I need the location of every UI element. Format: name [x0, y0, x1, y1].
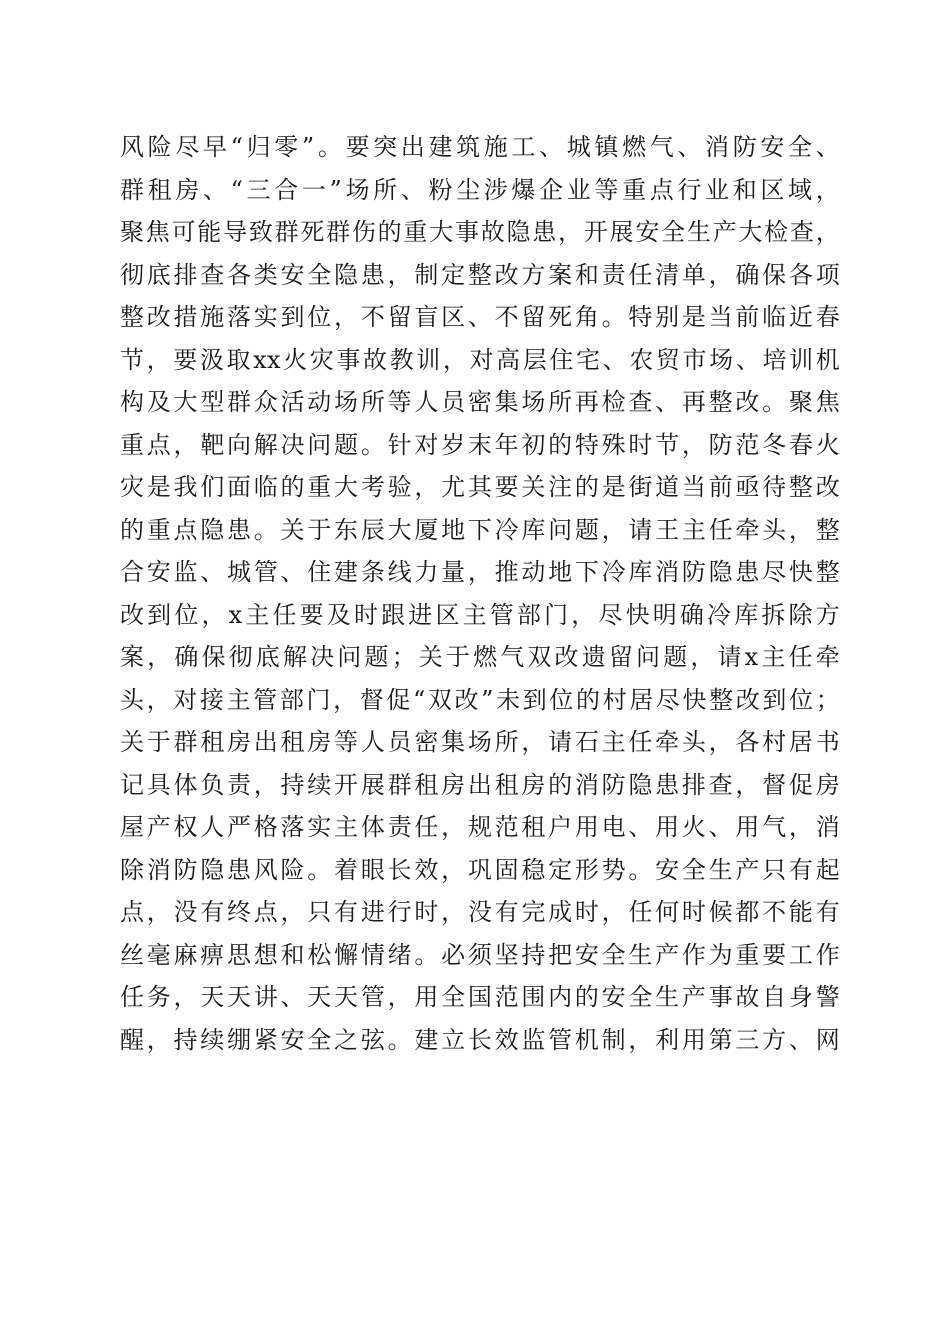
text-line: 除消防隐患风险。着眼长效，巩固稳定形势。安全生产只有起: [120, 855, 840, 884]
text-line: 彻底排查各类安全隐患，制定整改方案和责任清单，确保各项: [120, 260, 840, 289]
text-line: 的重点隐患。关于东辰大厦地下冷库问题，请王主任牵头，整: [120, 515, 840, 544]
text-line: 记具体负责，持续开展群租房出租房的消防隐患排查，督促房: [120, 770, 840, 799]
text-line: 醒，持续绷紧安全之弦。建立长效监管机制，利用第三方、网: [120, 1025, 840, 1054]
text-line: 关于群租房出租房等人员密集场所，请石主任牵头，各村居书: [120, 728, 840, 756]
text-line: 头，对接主管部门，督促“双改”未到位的村居尽快整改到位；: [120, 685, 840, 714]
text-line: 群租房、“三合一”场所、粉尘涉爆企业等重点行业和区域，: [120, 175, 840, 204]
text-line: 节，要汲取xx火灾事故教训，对高层住宅、农贸市场、培训机: [120, 345, 840, 374]
text-line: 重点，靶向解决问题。针对岁末年初的特殊时节，防范冬春火: [120, 430, 840, 459]
text-line: 任务，天天讲、天天管，用全国范围内的安全生产事故自身警: [120, 983, 840, 1011]
text-line: 风险尽早“归零”。要突出建筑施工、城镇燃气、消防安全、: [120, 133, 840, 161]
text-line: 丝毫麻痹思想和松懈情绪。必须坚持把安全生产作为重要工作: [120, 940, 840, 969]
text-line: 点，没有终点，只有进行时，没有完成时，任何时候都不能有: [120, 898, 840, 926]
text-line: 整改措施落实到位，不留盲区、不留死角。特别是当前临近春: [120, 303, 840, 331]
body-paragraph: [120, 126, 840, 1061]
text-line: 灾是我们面临的重大考验，尤其要关注的是街道当前亟待整改: [120, 473, 840, 501]
text-line: 聚焦可能导致群死群伤的重大事故隐患，开展安全生产大检查，: [120, 218, 840, 246]
text-line: 案，确保彻底解决问题；关于燃气双改遗留问题，请x主任牵: [120, 643, 840, 671]
text-line: 改到位，x主任要及时跟进区主管部门，尽快明确冷库拆除方: [120, 600, 840, 629]
text-line: 屋产权人严格落实主体责任，规范租户用电、用火、用气，消: [120, 813, 840, 841]
text-line: 构及大型群众活动场所等人员密集场所再检查、再整改。聚焦: [120, 388, 840, 416]
text-line: 合安监、城管、住建条线力量，推动地下冷库消防隐患尽快整: [120, 558, 840, 586]
